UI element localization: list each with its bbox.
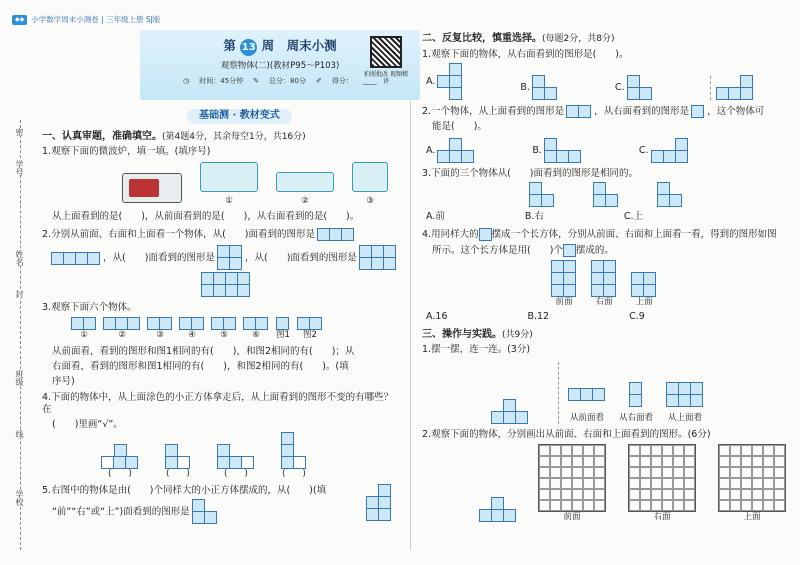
grid-cell[interactable] — [730, 445, 741, 456]
grid-cell[interactable] — [640, 467, 651, 478]
grid-cell[interactable] — [684, 489, 695, 500]
q3-fig2-view — [298, 317, 322, 330]
q2-long-view-icon — [52, 252, 100, 265]
student-id-label: 学号 — [15, 160, 24, 176]
grid-cell[interactable] — [730, 467, 741, 478]
view-3-shape — [352, 162, 388, 192]
grid-cell[interactable] — [550, 445, 561, 456]
week-number-badge: 13 — [240, 39, 257, 56]
r3-solid-3 — [658, 183, 682, 207]
microwave-figure — [122, 173, 182, 207]
mc-question-3: 3.下面的三个物体从( )面看到的图形是相同的。 A.前 B.右 C.上 — [422, 168, 792, 223]
student-name-label: 姓名 — [15, 250, 24, 266]
score-field-label: 得分： — [331, 76, 353, 85]
small-cube-icon — [479, 228, 492, 241]
r4-option-b[interactable]: B.12 — [527, 310, 550, 322]
q3-solid-3 — [148, 317, 172, 330]
grid-cell[interactable] — [730, 478, 741, 489]
grid-cell[interactable] — [651, 467, 662, 478]
q1-answer-line[interactable]: 从上面看到的是( )，从前面看到的是( )，从右面看到的是( )。 — [52, 211, 360, 223]
grid-cell[interactable] — [572, 500, 583, 511]
grid-cell[interactable] — [651, 456, 662, 467]
grid-cell[interactable] — [763, 478, 774, 489]
seal-label: 封 — [15, 290, 24, 298]
grid-cell[interactable] — [774, 467, 785, 478]
q5-solid-figure — [367, 485, 391, 521]
r3-option-c[interactable]: C.上 — [623, 211, 644, 223]
mc-question-2: 2.一个物体，从上面看到的图形是 ，从右面看到的图形是 ，这个物体可 能是( )。 A. B. C. — [422, 105, 792, 163]
brand-logo: ◆◆ — [12, 15, 27, 25]
grid-cell[interactable] — [719, 467, 730, 478]
line-label: 线 — [15, 430, 24, 438]
q4-blank-3[interactable]: ( ) — [224, 469, 248, 479]
grid-cell[interactable] — [719, 489, 730, 500]
grid-cell[interactable] — [629, 456, 640, 467]
brand-bar — [12, 14, 160, 26]
grid-cell[interactable] — [561, 500, 572, 511]
unit-subtitle: 观察物体(二)(教材P95～P103) — [220, 61, 340, 71]
grid-cell[interactable] — [550, 456, 561, 467]
section-banner: 基础测 · 教材变式 — [187, 109, 292, 124]
grid-cell[interactable] — [774, 445, 785, 456]
grid-cell[interactable] — [673, 445, 684, 456]
q4-solid-4 — [282, 433, 306, 469]
r2-option-c[interactable]: C. — [639, 139, 688, 163]
practice-1: 1.摆一摆，连一连。(3分) 从前面看 从右面看 从上面看 — [422, 344, 703, 424]
qr-code-icon[interactable] — [370, 36, 402, 68]
q3-solid-6 — [244, 317, 268, 330]
q3-solid-1 — [72, 317, 96, 330]
q2-front-view-icon — [318, 228, 354, 241]
section2-title: 二、反复比较，慎重选择。(每题2分，共8分) — [422, 33, 615, 44]
grid-cell[interactable] — [673, 456, 684, 467]
r3-solid-2 — [594, 183, 618, 207]
grid-cell[interactable] — [684, 500, 695, 511]
grid-cell[interactable] — [550, 489, 561, 500]
q2-solid-figure — [202, 273, 250, 297]
mc-question-4: 4.用同样大的 摆成一个长方体，分别从前面、右面和上面看一看，得到的图形如图 所示。这个长方体是用( )个 摆成的。 前面 右面 上面 A.16 B.12 C.9 — [422, 228, 792, 323]
grid-cell[interactable] — [684, 467, 695, 478]
cut-line — [20, 120, 21, 550]
grid-cell[interactable] — [594, 500, 605, 511]
grid-cell[interactable] — [651, 478, 662, 489]
section1-title: 一、认真审题，准确填空。(第4题4分，其余每空1分，共16分) — [42, 130, 306, 142]
p2-front-grid[interactable] — [538, 444, 606, 512]
right-column — [422, 30, 792, 524]
grid-cell[interactable] — [583, 467, 594, 478]
qr-caption: 拍照批改 视频精讲 — [364, 71, 408, 85]
r3-option-b[interactable]: B.右 — [524, 211, 544, 223]
r1-option-c[interactable]: C. — [615, 76, 652, 100]
q4-figures — [102, 433, 402, 480]
grid-cell[interactable] — [651, 445, 662, 456]
grid-cell[interactable] — [774, 478, 785, 489]
grid-cell[interactable] — [730, 500, 741, 511]
grid-cell[interactable] — [763, 489, 774, 500]
grid-cell[interactable] — [640, 478, 651, 489]
p2-top-grid[interactable] — [718, 444, 786, 512]
binding-margin — [0, 40, 34, 560]
grid-cell[interactable] — [662, 456, 673, 467]
grid-cell[interactable] — [719, 445, 730, 456]
grid-cell[interactable] — [583, 478, 594, 489]
grid-cell[interactable] — [539, 478, 550, 489]
grid-cell[interactable] — [719, 478, 730, 489]
r4-option-a[interactable]: A.16 — [426, 310, 448, 322]
r4-views: 前面 右面 上面 — [552, 261, 792, 308]
q4-blank-2[interactable]: ( ) — [166, 469, 190, 479]
grid-cell[interactable] — [594, 445, 605, 456]
grid-cell[interactable] — [673, 478, 684, 489]
grid-cell[interactable] — [640, 445, 651, 456]
q4-solid-2 — [166, 445, 190, 469]
q4-solid-3 — [218, 445, 254, 469]
grid-cell[interactable] — [730, 456, 741, 467]
grid-cell[interactable] — [752, 500, 763, 511]
grid-cell[interactable] — [662, 478, 673, 489]
p2-right-grid[interactable] — [628, 444, 696, 512]
mc-question-1: 1.观察下面的物体，从右面看到的图形是( )。 A. B. C. — [422, 49, 792, 101]
p1-view-a — [569, 388, 605, 401]
q3-solid-4 — [180, 317, 204, 330]
grid-cell[interactable] — [572, 467, 583, 478]
mi-label: 密 — [15, 128, 24, 136]
grid-cell[interactable] — [561, 489, 572, 500]
grid-cell[interactable] — [763, 456, 774, 467]
grid-cell[interactable] — [684, 456, 695, 467]
question-3: 3.观察下面六个物体。 ① ② ③ ④ ⑤ ⑥ 图1 图2 从前面看，看到的图形和图1相同的有( )，和图2相同的有( )；从 右面看，看到的图形和图1相同的有( )，和图2相同的有( )。(填 序号) — [42, 302, 402, 387]
grid-cell[interactable] — [741, 500, 752, 511]
grid-cell[interactable] — [561, 478, 572, 489]
r1-option-a[interactable]: A. — [426, 64, 462, 100]
grid-cell[interactable] — [583, 445, 594, 456]
q3-solid-5 — [212, 317, 236, 330]
question-1 — [42, 146, 402, 223]
grid-cell[interactable] — [561, 445, 572, 456]
q3-fig1-view — [277, 317, 289, 330]
grid-cell[interactable] — [539, 456, 550, 467]
grid-cell[interactable] — [763, 445, 774, 456]
grid-cell[interactable] — [662, 467, 673, 478]
grid-cell[interactable] — [730, 489, 741, 500]
practice-2: 2.观察下面的物体，分别画出从前面、右面和上面看到的图形。(6分) 前面 右面 上面 — [422, 429, 792, 523]
view-2-shape — [276, 172, 334, 192]
class-label: 班级 — [15, 370, 24, 386]
r4-right-view — [592, 261, 616, 297]
q3-figures: ① ② ③ ④ ⑤ ⑥ 图1 图2 — [72, 317, 402, 341]
left-column — [42, 30, 408, 526]
grid-cell[interactable] — [662, 500, 673, 511]
grid-cell[interactable] — [572, 456, 583, 467]
grid-cell[interactable] — [629, 467, 640, 478]
p1-view-options: 从前面看 从右面看 从上面看 — [569, 383, 703, 424]
p1-solid-figure — [492, 400, 528, 424]
title-box — [140, 30, 420, 100]
r4-option-c[interactable]: C.9 — [629, 310, 645, 322]
grid-cell[interactable] — [752, 467, 763, 478]
r3-option-a[interactable]: A.前 — [426, 211, 445, 223]
page-divider — [410, 30, 411, 550]
grid-cell[interactable] — [572, 478, 583, 489]
grid-cell[interactable] — [741, 478, 752, 489]
grid-cell[interactable] — [752, 478, 763, 489]
grid-cell[interactable] — [752, 489, 763, 500]
r4-front-view — [552, 261, 576, 297]
p2-solid-figure — [480, 498, 516, 522]
section3-title: 三、操作与实践。(共9分) — [422, 328, 533, 340]
grid-cell[interactable] — [774, 500, 785, 511]
grid-cell[interactable] — [640, 500, 651, 511]
grid-cell[interactable] — [594, 467, 605, 478]
grid-cell[interactable] — [550, 478, 561, 489]
grid-cell[interactable] — [550, 467, 561, 478]
grid-cell[interactable] — [539, 500, 550, 511]
grid-cell[interactable] — [583, 500, 594, 511]
q1-figures: ① ② ③ — [122, 162, 402, 207]
question-2: 2.分别从前面、右面和上面看一个物体，从( )面看到的图形是 ，从( )面看到的图形是 ，从( )面看到的图形是 — [42, 228, 402, 297]
grid-cell[interactable] — [594, 478, 605, 489]
q4-solid-1 — [102, 445, 138, 469]
grid-cell[interactable] — [629, 489, 640, 500]
grid-cell[interactable] — [673, 489, 684, 500]
grid-cell[interactable] — [684, 478, 695, 489]
q5-view-icon — [193, 500, 217, 524]
small-cube-icon — [563, 244, 576, 257]
grid-cell[interactable] — [629, 500, 640, 511]
q3-solid-2 — [104, 317, 140, 330]
grid-cell[interactable] — [684, 445, 695, 456]
total-score: 总分：80分 — [269, 76, 306, 85]
grid-cell[interactable] — [583, 456, 594, 467]
grid-cell[interactable] — [741, 445, 752, 456]
grid-cell[interactable] — [763, 467, 774, 478]
grid-cell[interactable] — [719, 500, 730, 511]
exam-meta: ◷ 时间：45分钟 ✎ 总分：80分 ✐ 得分： ____ — [183, 76, 377, 85]
grid-cell[interactable] — [719, 456, 730, 467]
p1-view-c — [667, 383, 703, 407]
q2-top-view-icon — [360, 246, 396, 270]
grid-cell[interactable] — [673, 467, 684, 478]
r1-option-b[interactable]: B. — [520, 76, 557, 100]
grid-cell[interactable] — [741, 467, 752, 478]
clock-icon: ◷ — [183, 76, 190, 85]
grid-cell[interactable] — [594, 456, 605, 467]
p1-view-b — [630, 383, 642, 407]
grid-cell[interactable] — [629, 478, 640, 489]
microwave-icon — [122, 173, 182, 203]
r2-top-view-icon — [567, 105, 591, 118]
grid-cell[interactable] — [561, 456, 572, 467]
grid-cell[interactable] — [741, 456, 752, 467]
question-5: 5.右图中的物体是由( )个同样大的小正方体摆成的，从( )(填 “前”“右”或“上”)面看到的图形是 — [42, 485, 402, 524]
grid-cell[interactable] — [629, 445, 640, 456]
grid-cell[interactable] — [651, 500, 662, 511]
grid-cell[interactable] — [640, 489, 651, 500]
grid-cell[interactable] — [561, 467, 572, 478]
q4-blank-1[interactable]: ( ) — [108, 469, 132, 479]
grid-cell[interactable] — [539, 445, 550, 456]
r1-solid-figure — [710, 76, 753, 100]
grid-cell[interactable] — [774, 489, 785, 500]
grid-cell[interactable] — [572, 489, 583, 500]
school-label: 学校 — [15, 490, 24, 506]
grid-cell[interactable] — [583, 489, 594, 500]
r2-right-view-icon — [692, 105, 704, 118]
grid-cell[interactable] — [763, 500, 774, 511]
r4-top-view — [632, 273, 656, 297]
time-limit: 时间：45分钟 — [199, 76, 244, 85]
grid-cell[interactable] — [673, 500, 684, 511]
r3-solid-1 — [530, 183, 554, 207]
grid-cell[interactable] — [651, 489, 662, 500]
grid-cell[interactable] — [594, 489, 605, 500]
view-1-shape — [200, 162, 258, 192]
r2-option-b[interactable]: B. — [532, 139, 581, 163]
grid-cell[interactable] — [640, 456, 651, 467]
r2-option-a[interactable]: A. — [426, 139, 474, 163]
r3-figures — [530, 183, 792, 207]
q2-right-view-icon — [218, 246, 242, 270]
grid-cell[interactable] — [662, 489, 673, 500]
grid-cell[interactable] — [539, 467, 550, 478]
grid-cell[interactable] — [662, 445, 673, 456]
week-title: 第 13 周 周末小测 — [140, 38, 420, 56]
question-4: 4.下面的物体中，从上面涂色的小正方体拿走后，从上面看到的图形不变的有哪些？在 ( )里画“√”。 ( ) ( ) ( ) ( ) — [42, 392, 402, 479]
grid-cell[interactable] — [550, 500, 561, 511]
grid-cell[interactable] — [572, 445, 583, 456]
brand-text: 小学数学周末小测卷 | 三年级上册 SJ版 — [31, 15, 161, 25]
grid-cell[interactable] — [752, 445, 763, 456]
grid-cell[interactable] — [539, 489, 550, 500]
score-icon: ✎ — [253, 76, 260, 85]
q4-blank-4[interactable]: ( ) — [282, 469, 306, 479]
q1-text: 1.观察下面的微波炉，填一填。(填序号) — [42, 146, 211, 157]
grid-cell[interactable] — [752, 456, 763, 467]
grid-cell[interactable] — [741, 489, 752, 500]
pencil-icon: ✐ — [315, 76, 322, 85]
grid-cell[interactable] — [774, 456, 785, 467]
